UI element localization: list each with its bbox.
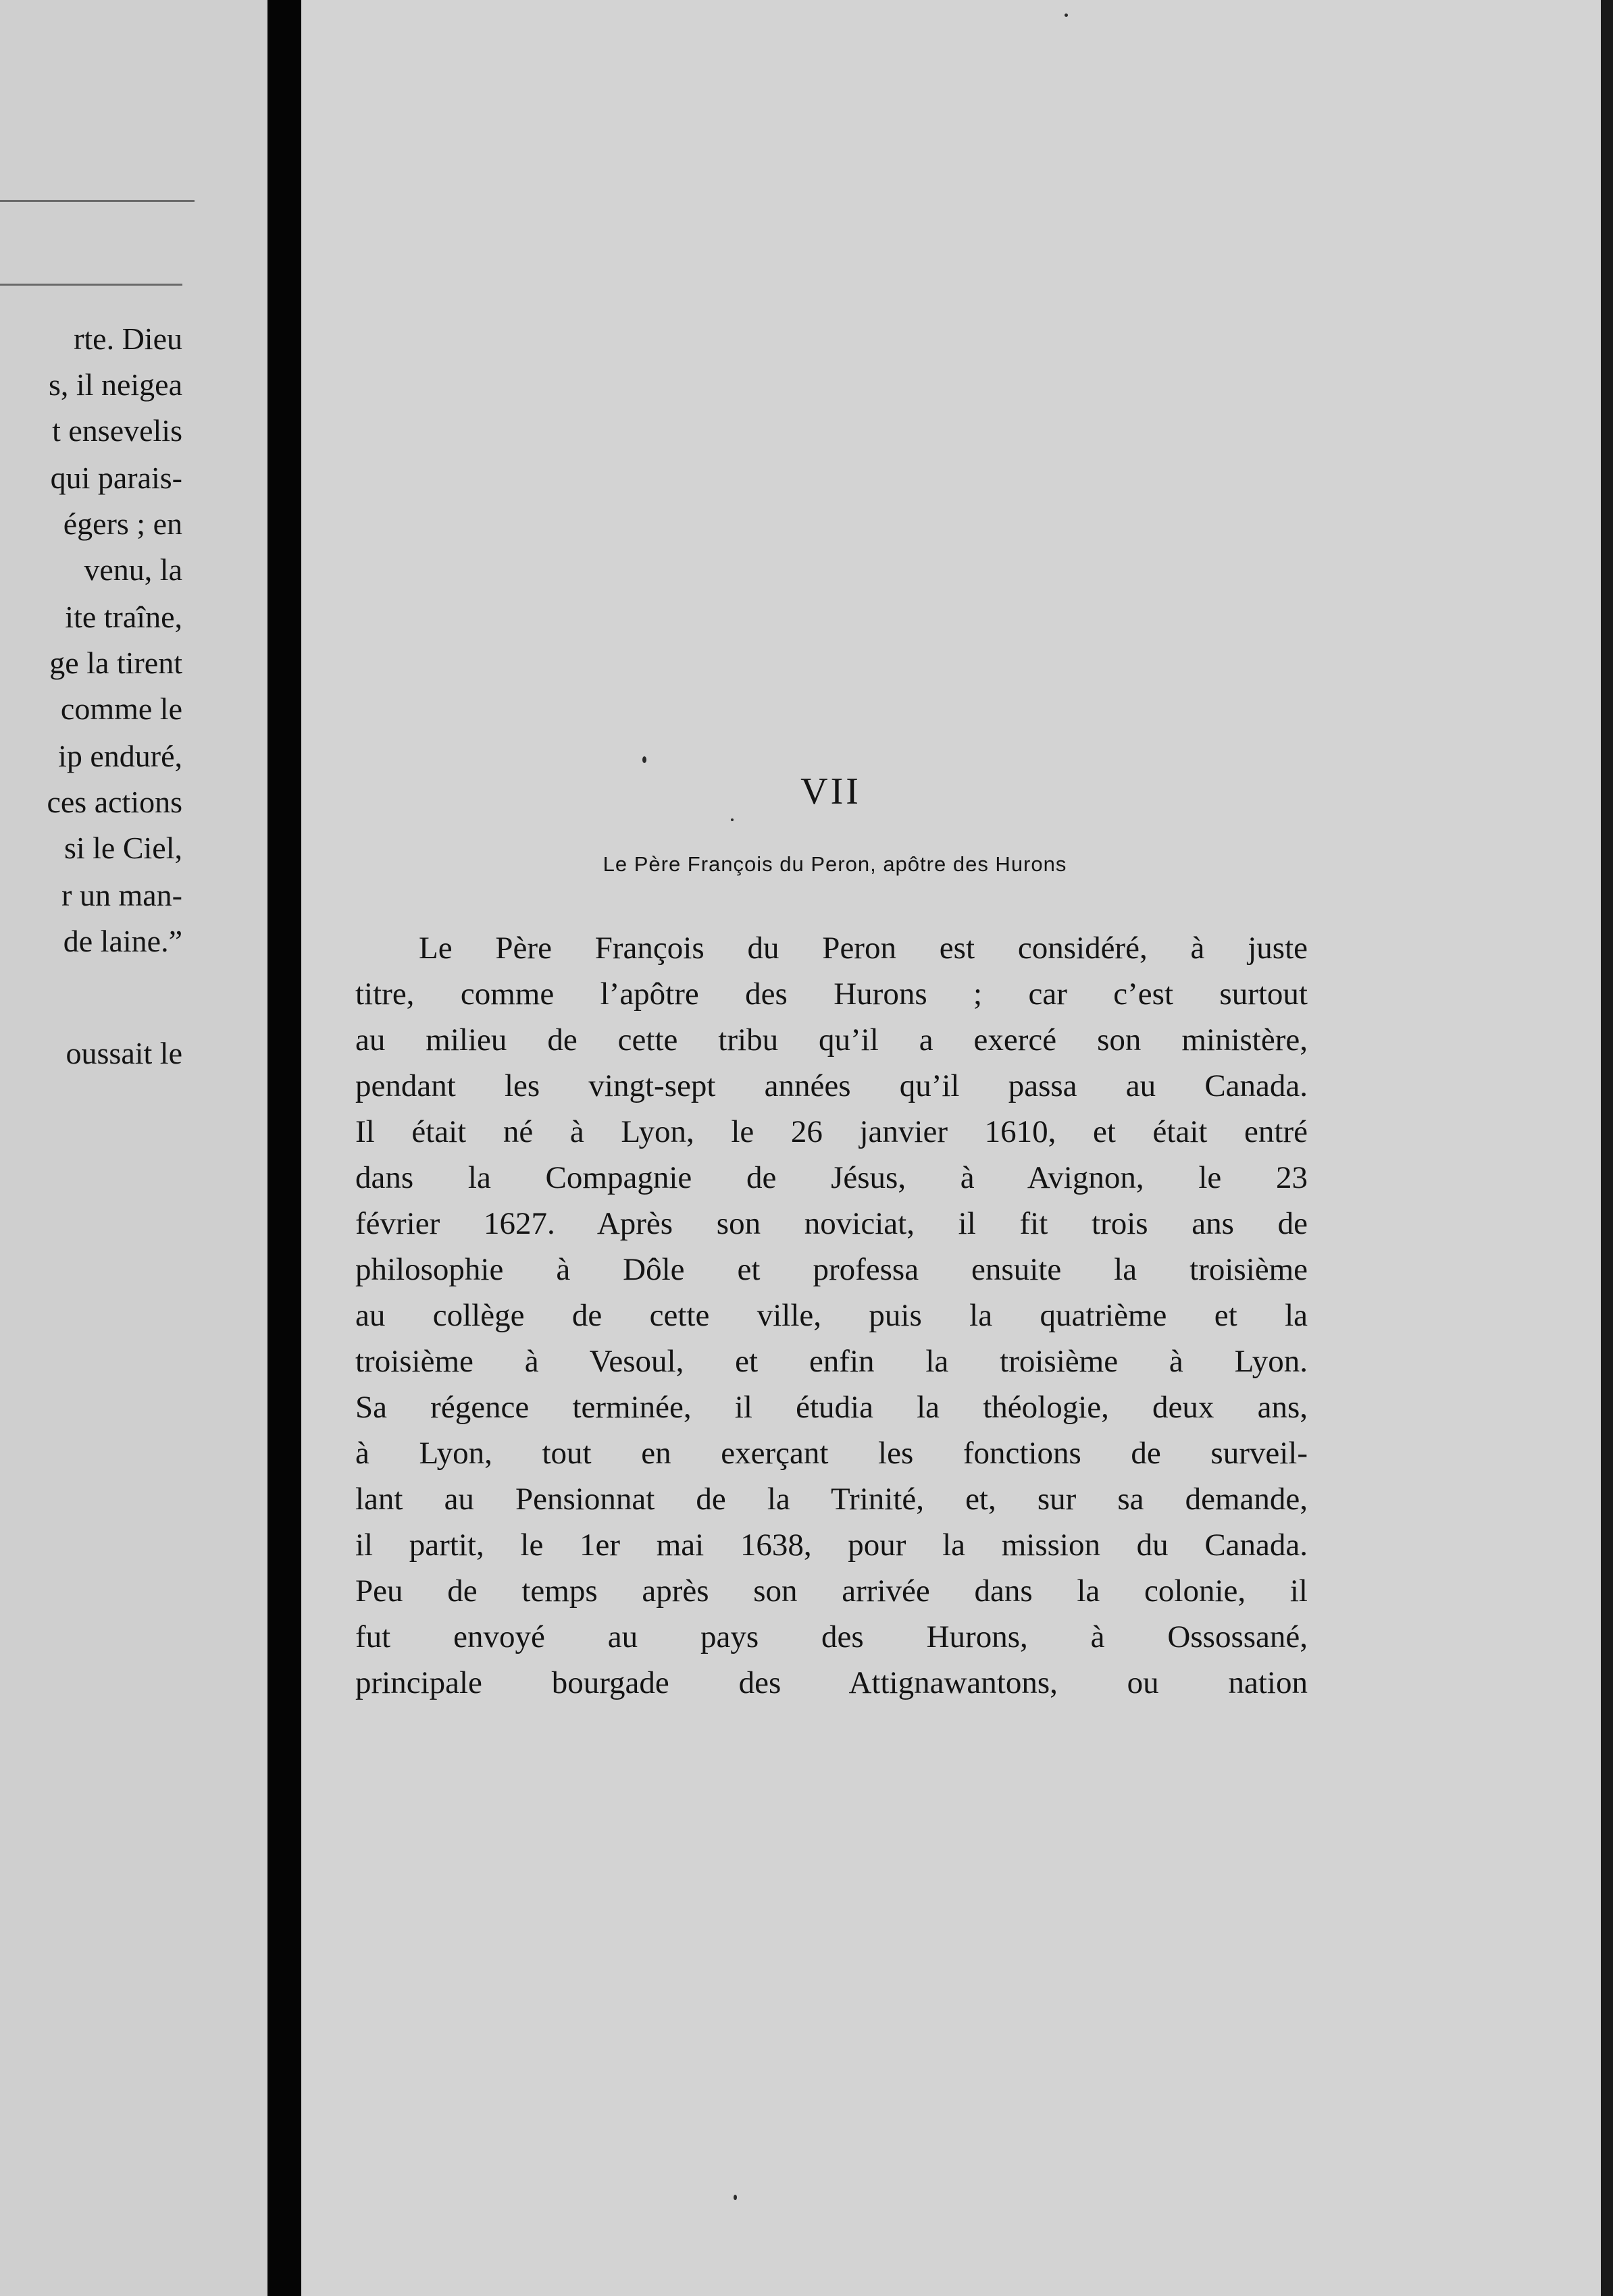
body-line: titre, comme l’apôtre des Hurons ; car c’est surtout	[355, 976, 1308, 1012]
body-line: principale bourgade des Attignawantons, ou nation	[355, 1665, 1308, 1700]
left-page-line: r un man-	[61, 878, 182, 912]
body-line: à Lyon, tout en exerçant les fonctions de surveil-	[355, 1436, 1308, 1471]
left-page-line: oussait le	[66, 1036, 182, 1070]
left-page-line: t ensevelis	[52, 413, 182, 448]
right-edge	[1601, 0, 1613, 2296]
speck	[731, 818, 734, 821]
body-line: dans la Compagnie de Jésus, à Avignon, le 23	[355, 1160, 1308, 1195]
left-page-line: rte. Dieu	[74, 321, 182, 356]
left-page-line: ite traîne,	[65, 600, 182, 634]
top-rule	[0, 200, 195, 202]
left-page-line: ge la tirent	[49, 646, 182, 680]
body-line: Le Père François du Peron est considéré, à juste	[419, 931, 1308, 966]
second-rule	[0, 284, 182, 286]
speck	[734, 2195, 737, 2200]
body-line: philosophie à Dôle et professa ensuite la troisième	[355, 1252, 1308, 1287]
left-page-line: égers ; en	[63, 506, 182, 541]
left-page-line: venu, la	[84, 552, 182, 587]
left-page-line: ip enduré,	[58, 739, 182, 773]
left-page-line: si le Ciel,	[63, 831, 182, 865]
body-text	[355, 925, 1308, 1706]
left-page-line: ces actions	[47, 785, 182, 819]
speck	[642, 756, 646, 763]
body-line: troisième à Vesoul, et enfin la troisième à Lyon.	[355, 1344, 1308, 1379]
body-line: fut envoyé au pays des Hurons, à Ossossané,	[355, 1619, 1308, 1654]
body-line: Sa régence terminée, il étudia la théologie, deux ans,	[355, 1390, 1308, 1425]
left-page-line: s, il neigea	[49, 367, 182, 402]
body-line: lant au Pensionnat de la Trinité, et, sur sa demande,	[355, 1482, 1308, 1517]
page-gutter	[267, 0, 301, 2296]
right-page	[301, 0, 1613, 2296]
left-page-line: comme le	[60, 692, 182, 726]
body-line: Peu de temps après son arrivée dans la colonie, il	[355, 1573, 1308, 1609]
chapter-number: VII	[800, 771, 861, 812]
body-line: il partit, le 1er mai 1638, pour la mission du Canada.	[355, 1528, 1308, 1563]
speck	[1065, 14, 1068, 17]
left-page	[0, 0, 267, 2296]
body-line: février 1627. Après son noviciat, il fit trois ans de	[355, 1206, 1308, 1241]
left-page-line: de laine.”	[63, 924, 182, 958]
body-line: au milieu de cette tribu qu’il a exercé son ministère,	[355, 1022, 1308, 1058]
body-line: pendant les vingt-sept années qu’il passa au Canada.	[355, 1068, 1308, 1103]
left-page-line: qui parais-	[50, 461, 182, 495]
chapter-title: Le Père François du Peron, apôtre des Hurons	[603, 852, 1067, 876]
body-line: Il était né à Lyon, le 26 janvier 1610, et était entré	[355, 1114, 1308, 1149]
body-line: au collège de cette ville, puis la quatrième et la	[355, 1298, 1308, 1333]
